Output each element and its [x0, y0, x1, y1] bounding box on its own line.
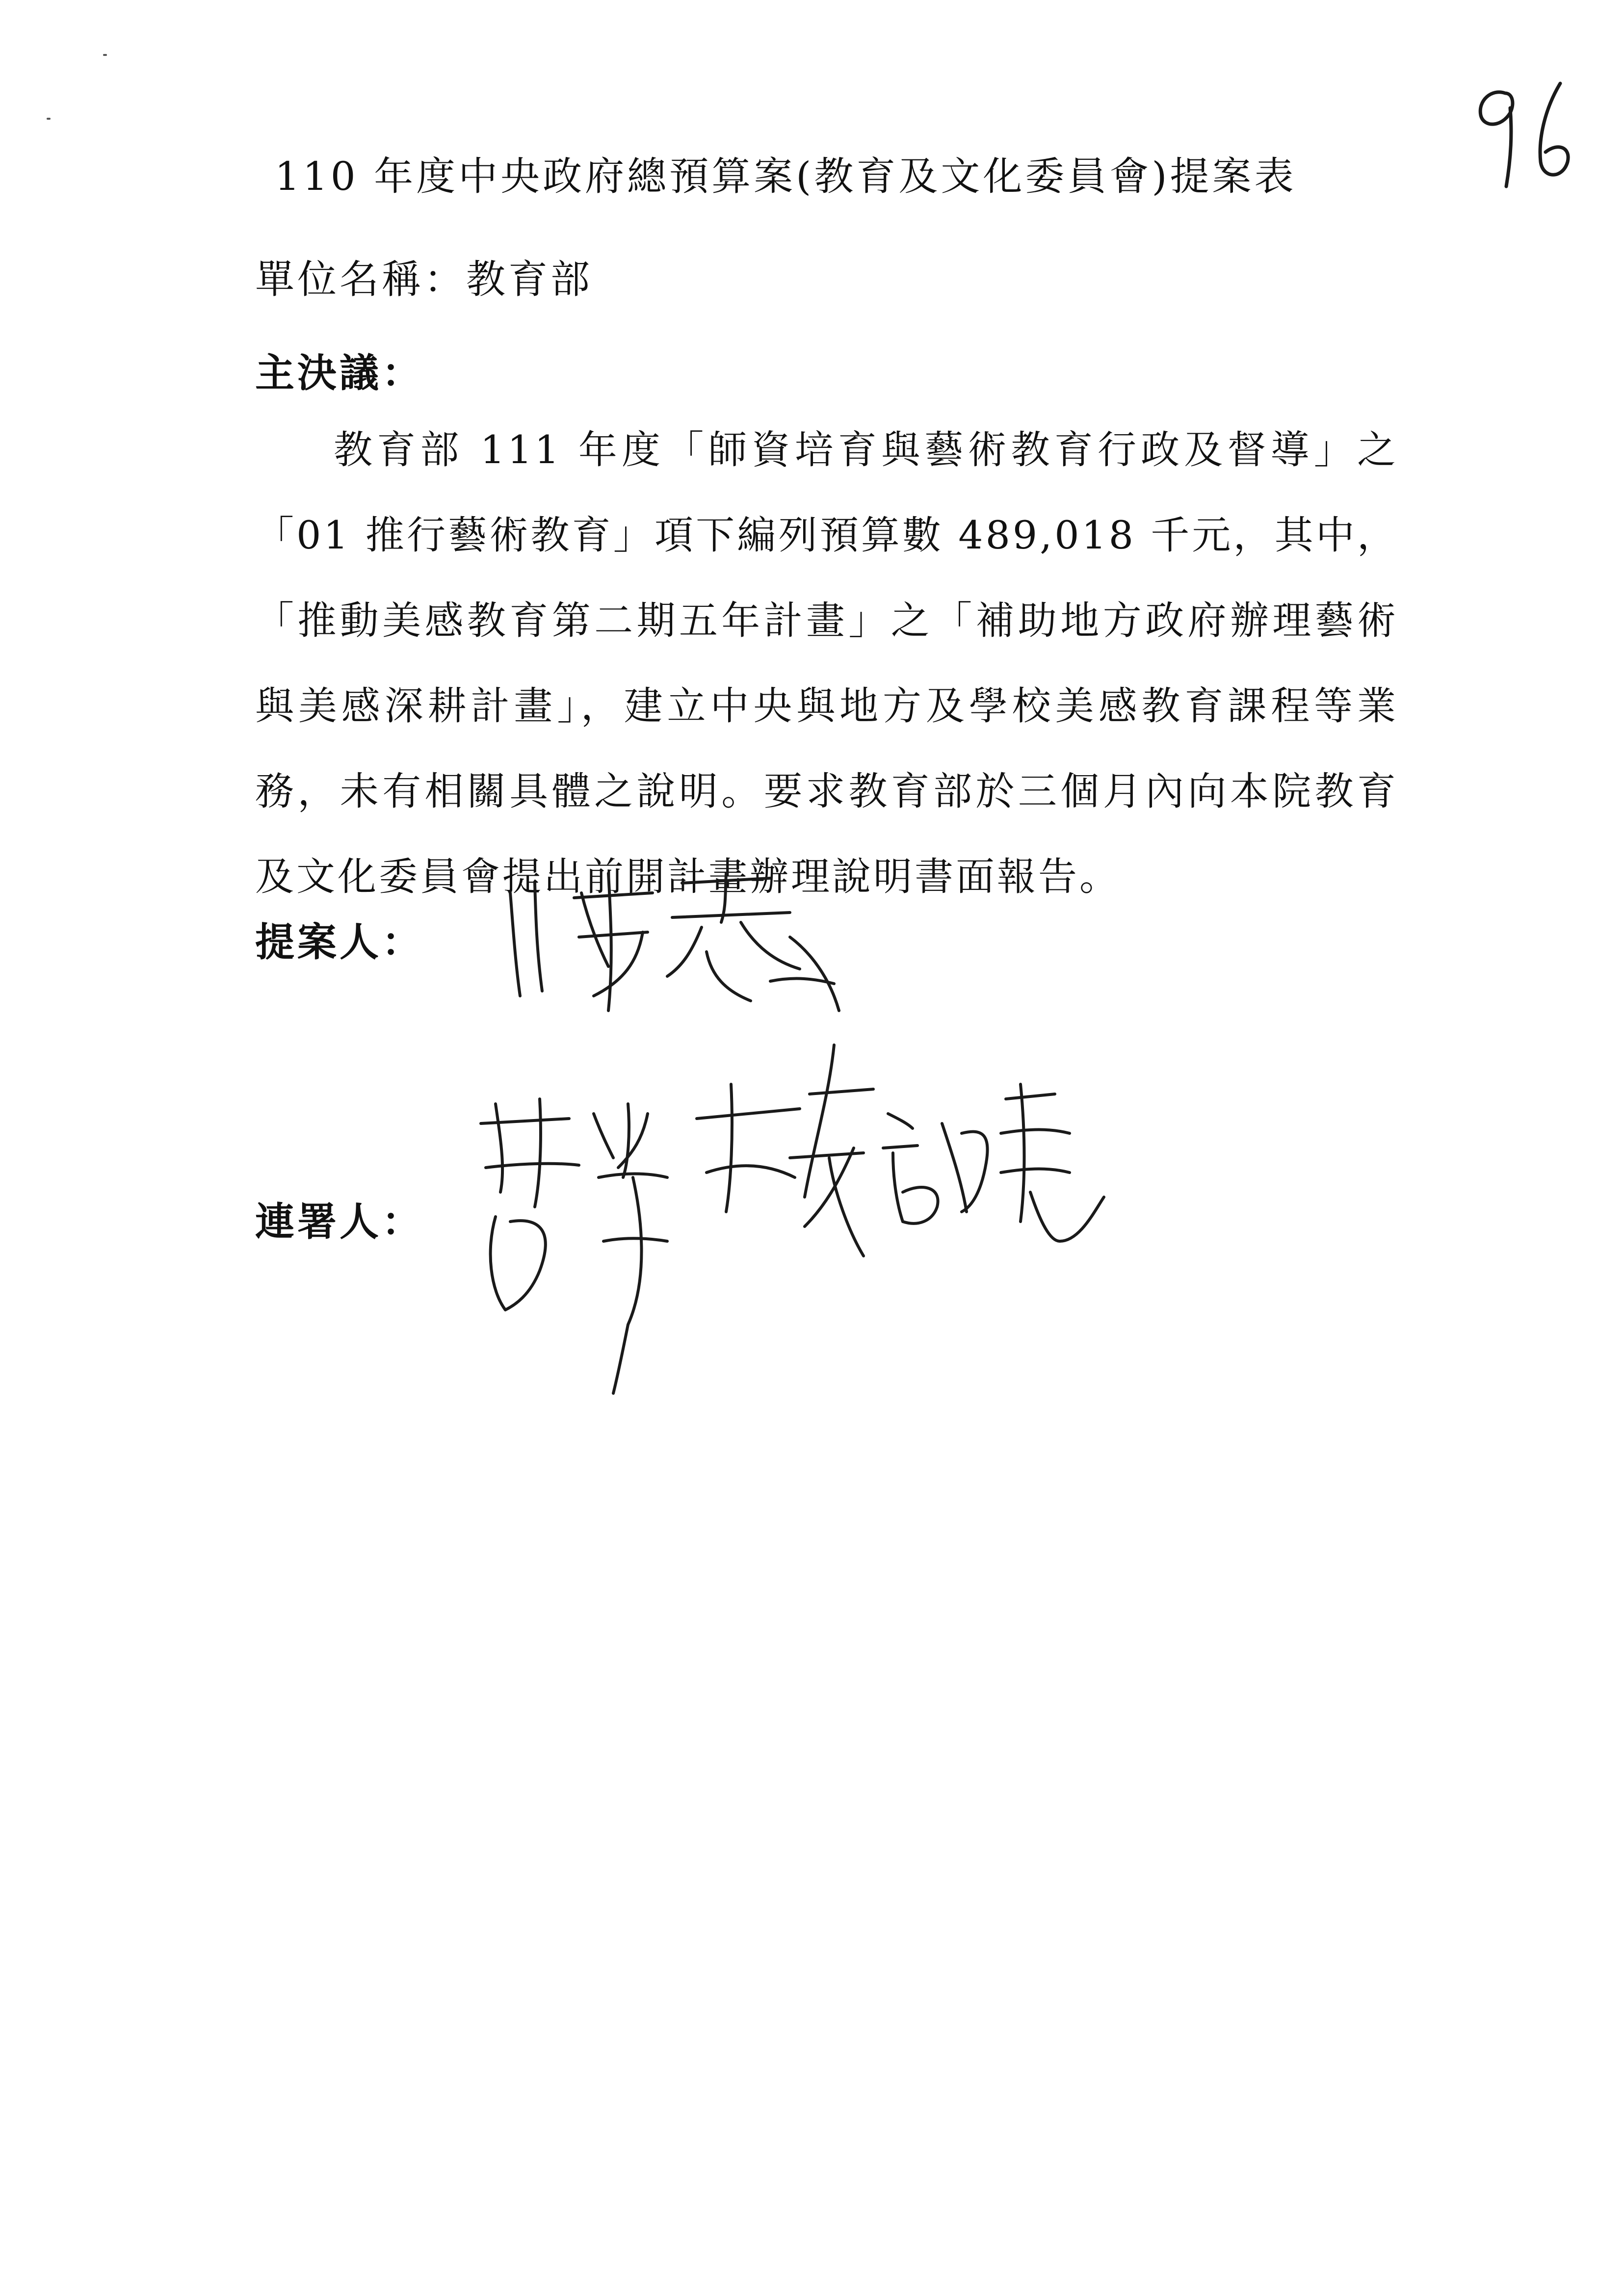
cosigner-signature-1 — [466, 1094, 711, 1398]
document-title: 110 年度中央政府總預算案(教育及文化委員會)提案表 — [275, 154, 1297, 199]
unit-name-value: 教育部 — [466, 257, 593, 302]
resolution-heading: 主決議： — [255, 350, 424, 396]
unit-name-label: 單位名稱： — [255, 257, 466, 302]
unit-name-line — [255, 250, 593, 309]
handwritten-page-number — [1467, 74, 1585, 201]
proposer-signature — [496, 863, 868, 1025]
proposer-label: 提案人： — [255, 919, 424, 965]
cosigner-label: 連署人： — [255, 1199, 424, 1245]
resolution-body: 教育部 111 年度「師資培育與藝術教育行政及督導」之「01 推行藝術教育」項下編列預算數 489,018 千元，其中，「推動美感教育第二期五年計畫」之「補助地方政府辦理藝術與美感深耕計畫」，建立中央與地方及學校美感教育課程等業務，未有相關具體之說明。要求教育部於三個月內向本院教育及文化委員會提出前開計畫辦理說明書面報告。 — [255, 427, 1398, 899]
cosigner-signature-2 — [687, 1035, 1109, 1310]
scan-speck — [47, 118, 51, 120]
scan-speck — [103, 54, 107, 56]
